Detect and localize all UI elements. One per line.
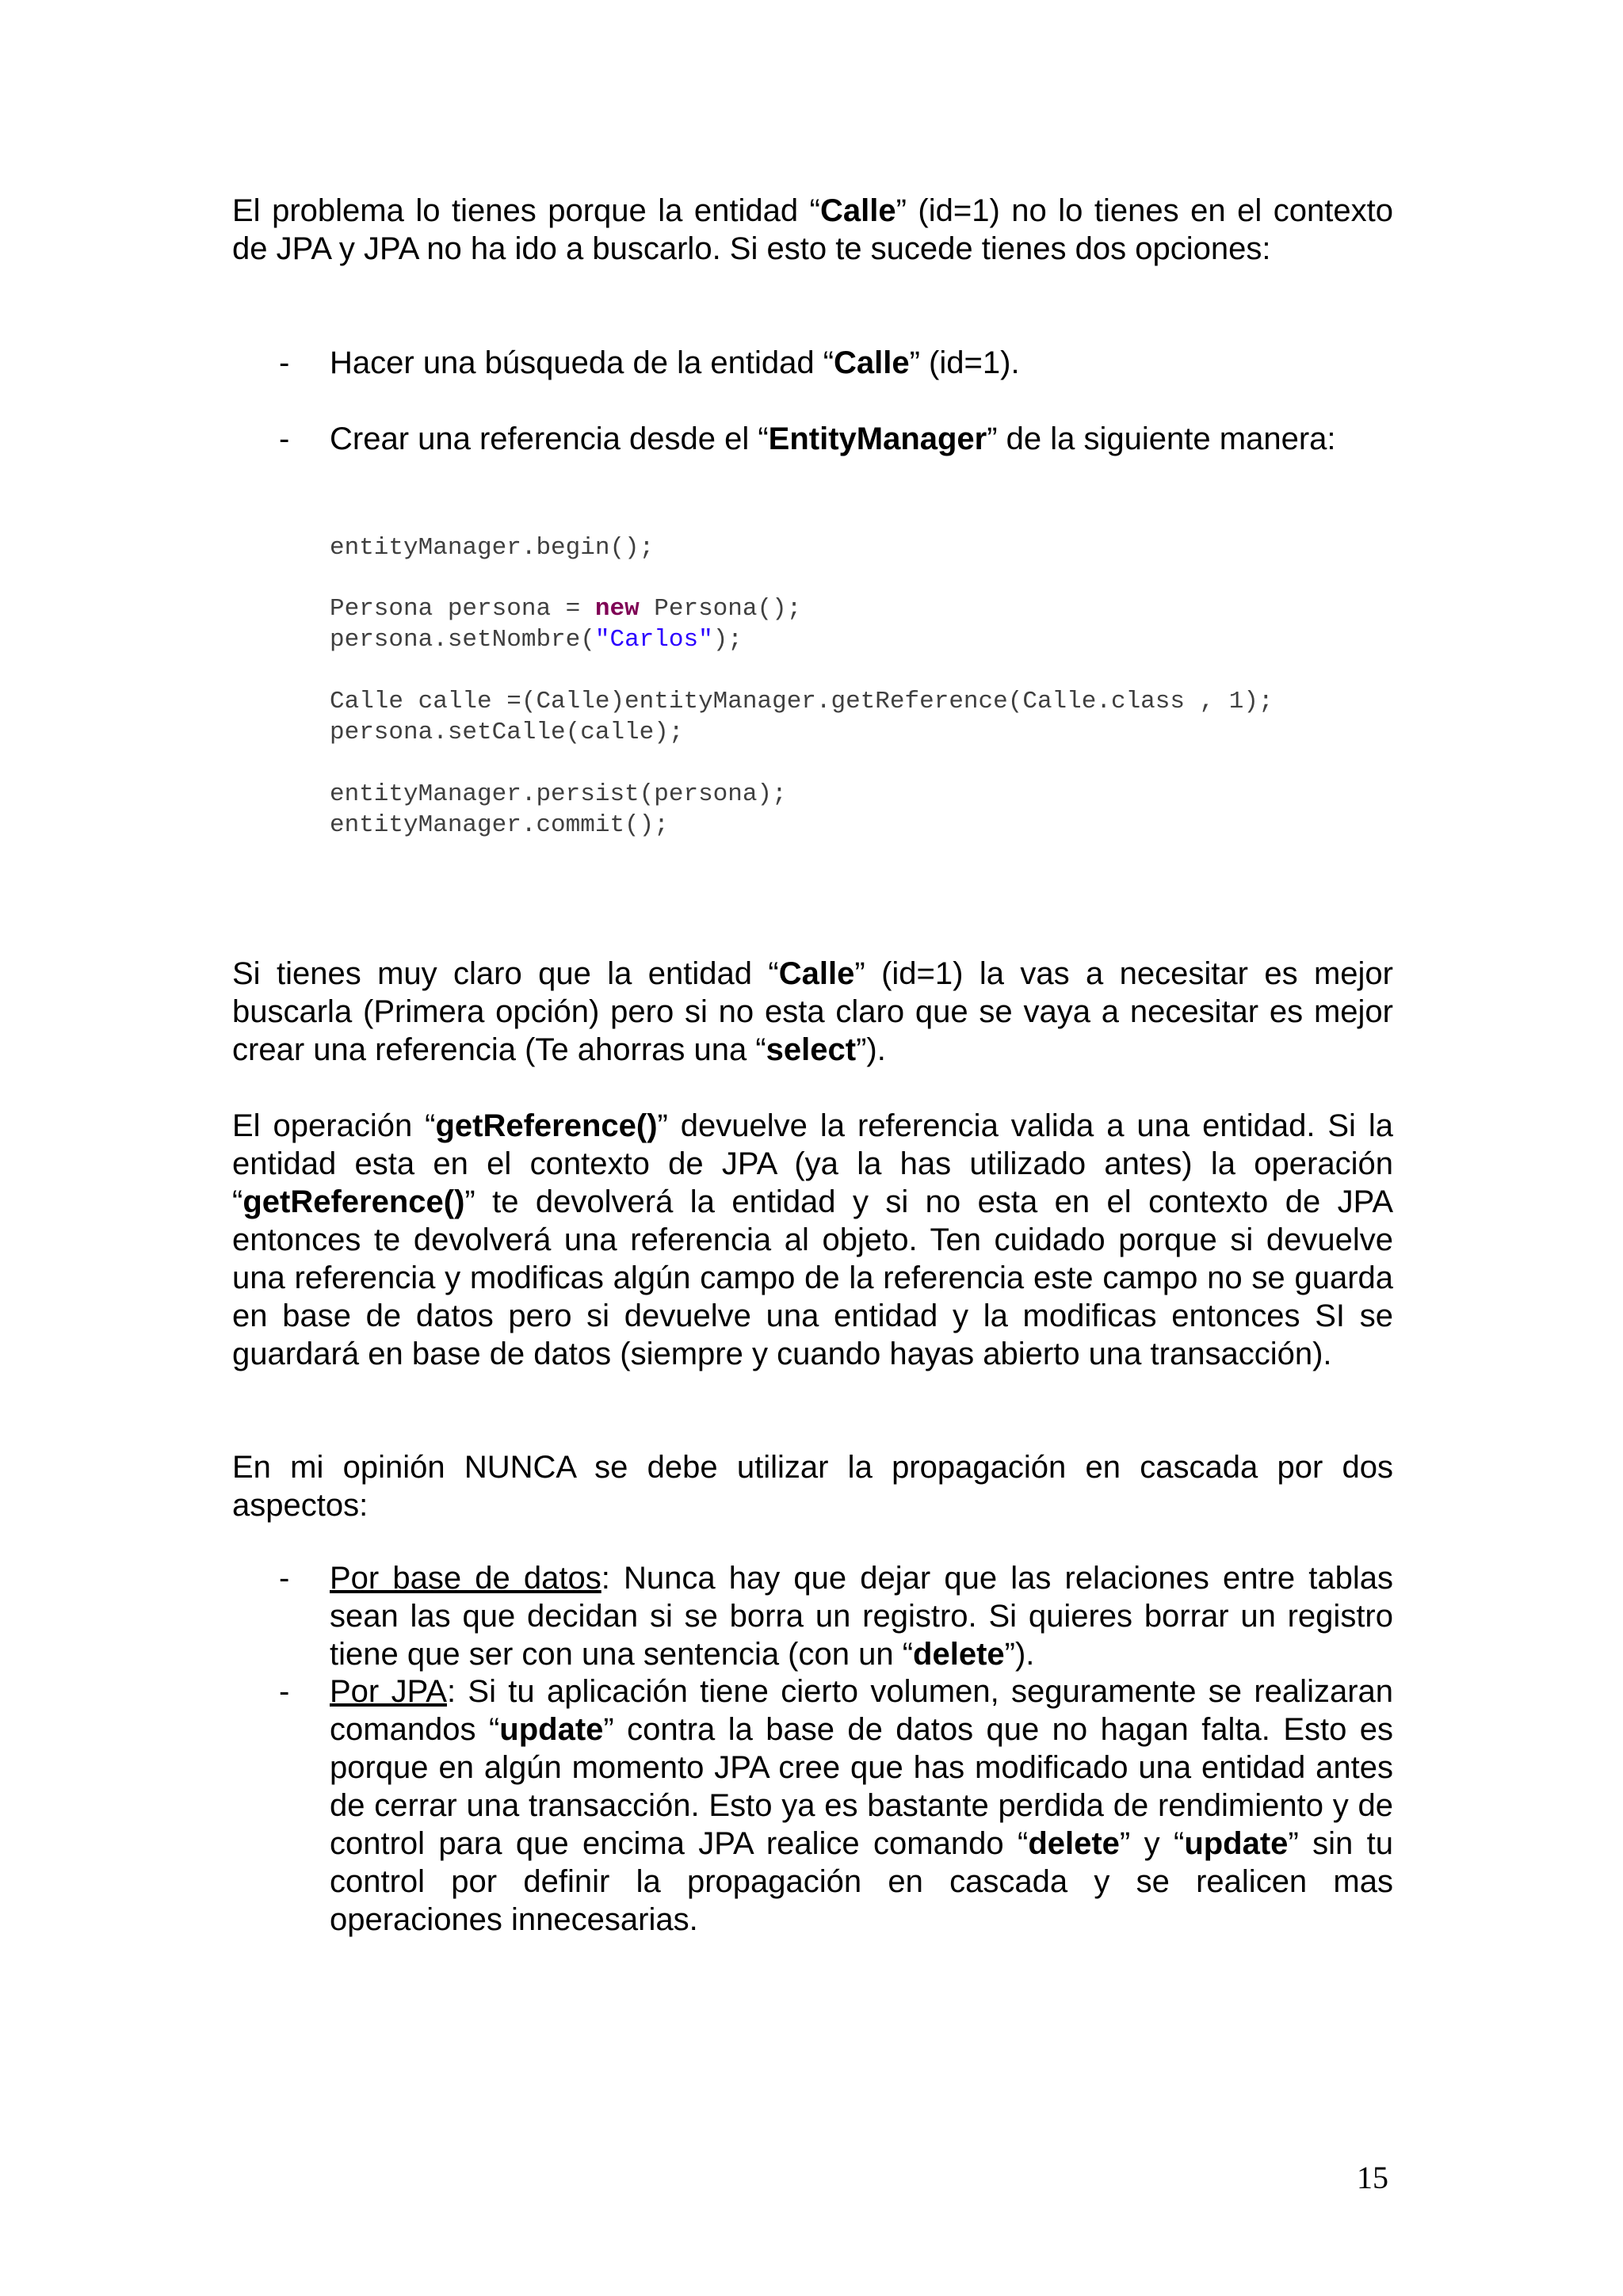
code-text: persona.setNombre( (330, 626, 595, 654)
text-run: ” (id=1). (909, 345, 1020, 380)
code-text: Persona persona = (330, 595, 595, 623)
text-run: ”). (1004, 1637, 1035, 1672)
text-run: ” sin tu control por definir la propagación en cascada y se realicen mas operaciones innecesarias. (330, 1826, 1393, 1937)
text-run: El problema lo tienes porque la entidad “ (232, 193, 820, 228)
bold-term: Calle (834, 345, 910, 380)
text-run: ” contra la base de datos que no hagan falta. Esto es porque en algún momento JPA cree que has modificado una entidad antes de cerrar una transacción. Esto ya es bastante perdida de rendimiento y de control para que encima JPA realice comando “ (330, 1712, 1394, 1861)
code-line: entityManager.commit(); (330, 811, 669, 839)
text-run: : Si tu aplicación tiene cierto volumen, seguramente se realizaran comandos “ (330, 1674, 1394, 1747)
text-run: Si tienes muy claro que la entidad “ (232, 956, 779, 991)
bold-term: update (1184, 1826, 1289, 1861)
bold-term: EntityManager (768, 421, 987, 456)
text-run: ” devuelve la referencia valida a una entidad. Si la entidad esta en el contexto de JPA (ya la has utilizado antes) la operación “ (232, 1108, 1394, 1219)
bold-term: delete (1028, 1826, 1120, 1861)
code-line: entityManager.persist(persona); (330, 780, 787, 808)
bold-term: update (499, 1712, 604, 1747)
code-line: entityManager.begin(); (330, 534, 655, 562)
code-line (330, 624, 743, 655)
bold-term: Calle (819, 193, 896, 228)
paragraph-problem (232, 192, 1393, 268)
text-run: ” (id=1) la vas a necesitar es mejor buscarla (Primera opción) pero si no esta claro que se vaya a necesitar es mejor crear una referencia (Te ahorras una “ (232, 956, 1394, 1067)
paragraph-getreference (232, 1107, 1393, 1373)
page-number: 15 (1357, 2160, 1388, 2195)
text-run: El operación “ (232, 1108, 436, 1143)
text-run: ”). (856, 1032, 886, 1067)
text-run: ” de la siguiente manera: (987, 421, 1336, 456)
text-run: Crear una referencia desde el “ (330, 421, 769, 456)
text-run: ” te devolverá la entidad y si no esta en el contexto de JPA entonces te devolverá una referencia al objeto. Ten cuidado porque si devuelve una referencia y modificas algún campo de la referencia este campo no se guarda en base de datos pero si devuelve una entidad y la modificas entonces SI se guardará en base de datos (siempre y cuando hayas abierto una transacción). (232, 1184, 1393, 1371)
list-dash: - (279, 421, 290, 456)
code-string: "Carlos" (594, 626, 713, 654)
code-line: persona.setCalle(calle); (330, 719, 684, 746)
text-run: Hacer una búsqueda de la entidad “ (330, 345, 834, 380)
list-dash: - (279, 1561, 290, 1596)
code-keyword: new (594, 595, 640, 623)
code-line (330, 593, 801, 624)
paragraph-reference-advice (232, 955, 1393, 1069)
bold-term: getReference() (435, 1108, 658, 1143)
underlined-heading: Por JPA (330, 1674, 447, 1709)
code-text: Persona(); (639, 595, 802, 623)
code-line: Calle calle =(Calle)entityManager.getReference(Calle.class , 1); (330, 688, 1274, 715)
bold-term: getReference() (242, 1184, 465, 1219)
underlined-heading: Por base de datos (330, 1561, 601, 1596)
list-dash: - (279, 345, 290, 380)
bold-term: select (766, 1032, 857, 1067)
text-run: ” y “ (1119, 1826, 1185, 1861)
list-dash: - (279, 1674, 290, 1709)
bold-term: delete (913, 1637, 1005, 1672)
option-search-entity (330, 344, 1393, 382)
text-run: ” (id=1) no lo tienes en el contexto de JPA y JPA no ha ido a buscarlo. Si esto te sucede tienes dos opciones: (232, 193, 1393, 266)
option-create-reference (330, 420, 1393, 458)
paragraph-opinion: En mi opinión NUNCA se debe utilizar la propagación en cascada por dos aspectos: (232, 1450, 1393, 1523)
text-run: : Nunca hay que dejar que las relaciones entre tablas sean las que decidan si se borra un registro. Si quieres borrar un registro tiene que ser con una sentencia (con un “ (330, 1561, 1393, 1672)
aspect-jpa (330, 1672, 1393, 1939)
bold-term: Calle (778, 956, 855, 991)
code-text: ); (712, 626, 743, 654)
aspect-database (330, 1559, 1393, 1673)
